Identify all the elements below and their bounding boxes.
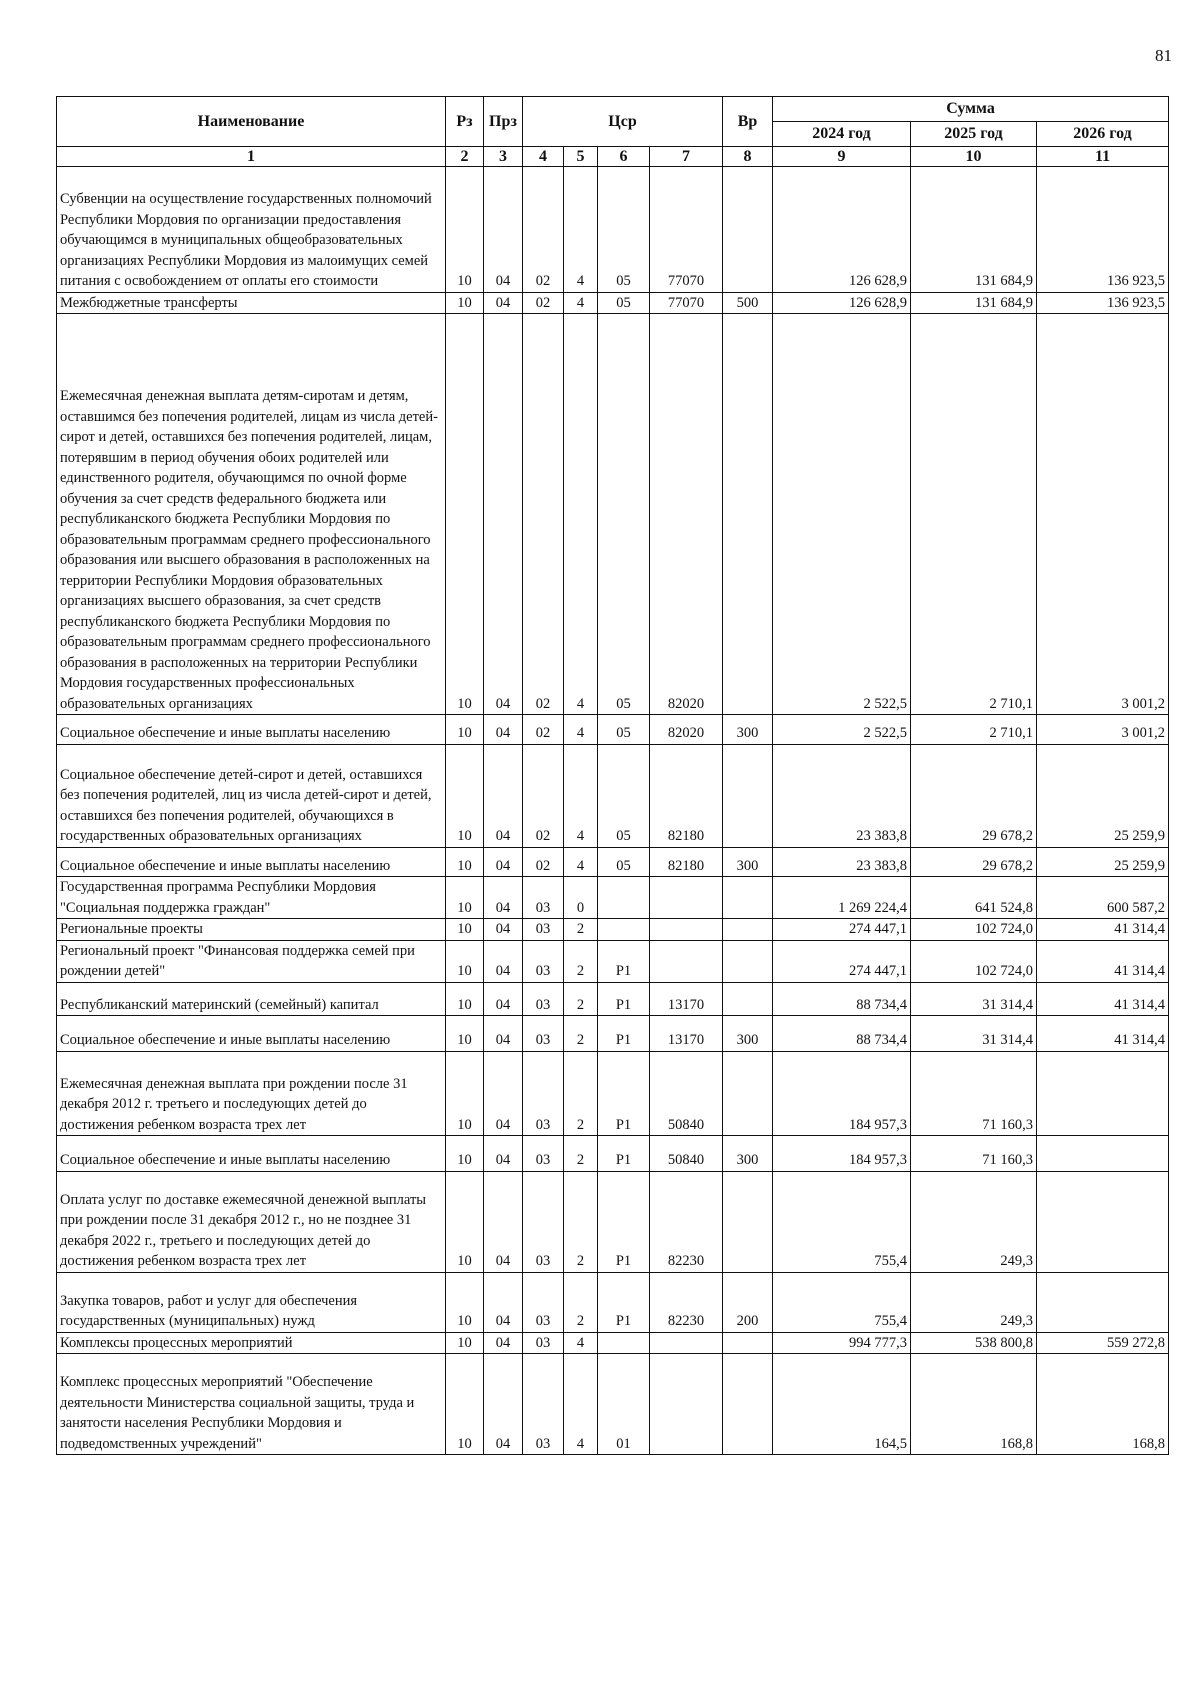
row-name: Закупка товаров, работ и услуг для обеспечения государственных (муниципальных) нужд	[57, 1272, 446, 1332]
row-csr-part1: 03	[523, 1016, 564, 1052]
table-row	[57, 982, 1169, 1016]
row-csr-part3: 05	[598, 292, 650, 314]
row-sum-2025: 2 710,1	[911, 314, 1037, 715]
header-year-2024: 2024 год	[773, 122, 911, 147]
row-prz: 04	[484, 1354, 523, 1455]
row-sum-2024: 755,4	[773, 1272, 911, 1332]
column-numbers-row	[57, 147, 1169, 167]
row-prz: 04	[484, 1136, 523, 1172]
row-rz: 10	[446, 1354, 484, 1455]
row-prz: 04	[484, 1051, 523, 1136]
row-name: Социальное обеспечение детей-сирот и детей, оставшихся без попечения родителей, лиц из числа детей-сирот и детей, оставшихся без попечения родителей, обучающихся в государственных образовательных организациях	[57, 744, 446, 847]
table-row	[57, 1136, 1169, 1172]
row-vr	[723, 314, 773, 715]
row-rz: 10	[446, 877, 484, 919]
budget-table	[56, 96, 1169, 1455]
row-csr-part2: 2	[564, 1171, 598, 1272]
row-rz: 10	[446, 1332, 484, 1354]
row-csr-part3	[598, 1332, 650, 1354]
table-row	[57, 1171, 1169, 1272]
row-csr-part3: Р1	[598, 1136, 650, 1172]
row-csr-code: 50840	[650, 1051, 723, 1136]
row-sum-2026: 136 923,5	[1037, 292, 1169, 314]
row-name: Республиканский материнский (семейный) капитал	[57, 982, 446, 1016]
table-row	[57, 1354, 1169, 1455]
page-number: 81	[1155, 46, 1172, 65]
row-csr-part2: 4	[564, 744, 598, 847]
row-rz: 10	[446, 1272, 484, 1332]
row-vr	[723, 940, 773, 982]
row-csr-part3: 01	[598, 1354, 650, 1455]
row-name: Оплата услуг по доставке ежемесячной денежной выплаты при рождении после 31 декабря 2012 г., но не позднее 31 декабря 2022 г., третьего и последующих детей до достижения ребенком возраста трех лет	[57, 1171, 446, 1272]
row-prz: 04	[484, 919, 523, 941]
row-sum-2024: 88 734,4	[773, 1016, 911, 1052]
row-sum-2026: 25 259,9	[1037, 847, 1169, 877]
row-csr-part1: 02	[523, 744, 564, 847]
table-row	[57, 167, 1169, 293]
row-csr-part1: 03	[523, 982, 564, 1016]
row-csr-code	[650, 919, 723, 941]
table-row	[57, 940, 1169, 982]
row-csr-part2: 4	[564, 167, 598, 293]
row-name: Государственная программа Республики Мордовия "Социальная поддержка граждан"	[57, 877, 446, 919]
column-number: 8	[723, 147, 773, 167]
row-sum-2024: 88 734,4	[773, 982, 911, 1016]
row-csr-part3: Р1	[598, 982, 650, 1016]
row-sum-2026	[1037, 1272, 1169, 1332]
row-csr-part2: 2	[564, 982, 598, 1016]
row-sum-2026: 559 272,8	[1037, 1332, 1169, 1354]
row-sum-2024: 755,4	[773, 1171, 911, 1272]
row-vr	[723, 1354, 773, 1455]
row-prz: 04	[484, 1272, 523, 1332]
header-prz: Прз	[484, 97, 523, 147]
row-csr-part2: 2	[564, 1051, 598, 1136]
row-csr-part1: 02	[523, 292, 564, 314]
header-vr: Вр	[723, 97, 773, 147]
row-vr	[723, 744, 773, 847]
row-sum-2026: 25 259,9	[1037, 744, 1169, 847]
row-name: Социальное обеспечение и иные выплаты населению	[57, 1016, 446, 1052]
row-sum-2025: 131 684,9	[911, 292, 1037, 314]
table-row	[57, 919, 1169, 941]
row-sum-2024: 2 522,5	[773, 314, 911, 715]
row-csr-part1: 03	[523, 877, 564, 919]
row-csr-part1: 02	[523, 715, 564, 745]
row-vr	[723, 982, 773, 1016]
row-csr-part3: Р1	[598, 1051, 650, 1136]
table-row	[57, 1051, 1169, 1136]
row-rz: 10	[446, 744, 484, 847]
row-name: Социальное обеспечение и иные выплаты населению	[57, 715, 446, 745]
row-vr: 300	[723, 1136, 773, 1172]
header-csr: Цср	[523, 97, 723, 147]
row-sum-2026: 168,8	[1037, 1354, 1169, 1455]
row-csr-part3: Р1	[598, 1171, 650, 1272]
row-prz: 04	[484, 1016, 523, 1052]
row-rz: 10	[446, 919, 484, 941]
row-name: Субвенции на осуществление государственных полномочий Республики Мордовия по организации предоставления обучающимся в муниципальных общеобразовательных организациях Республики Мордовия из малоимущих семей питания с освобождением от оплаты его стоимости	[57, 167, 446, 293]
row-csr-part3: 05	[598, 715, 650, 745]
table-row	[57, 1016, 1169, 1052]
header-sum: Сумма	[773, 97, 1169, 122]
header-rz: Рз	[446, 97, 484, 147]
row-sum-2025: 2 710,1	[911, 715, 1037, 745]
row-csr-code: 77070	[650, 167, 723, 293]
row-sum-2026: 3 001,2	[1037, 314, 1169, 715]
row-sum-2025: 102 724,0	[911, 919, 1037, 941]
row-sum-2024: 23 383,8	[773, 847, 911, 877]
row-name: Социальное обеспечение и иные выплаты населению	[57, 847, 446, 877]
column-number: 3	[484, 147, 523, 167]
row-vr	[723, 919, 773, 941]
row-name: Ежемесячная денежная выплата при рождении после 31 декабря 2012 г. третьего и последующих детей до достижения ребенком возраста трех лет	[57, 1051, 446, 1136]
row-sum-2025: 71 160,3	[911, 1051, 1037, 1136]
row-sum-2024: 994 777,3	[773, 1332, 911, 1354]
row-sum-2024: 1 269 224,4	[773, 877, 911, 919]
row-sum-2024: 2 522,5	[773, 715, 911, 745]
row-sum-2025: 168,8	[911, 1354, 1037, 1455]
column-number: 7	[650, 147, 723, 167]
row-sum-2026: 41 314,4	[1037, 1016, 1169, 1052]
column-number: 9	[773, 147, 911, 167]
row-vr: 300	[723, 715, 773, 745]
row-sum-2025: 102 724,0	[911, 940, 1037, 982]
row-prz: 04	[484, 167, 523, 293]
header-year-2025: 2025 год	[911, 122, 1037, 147]
row-csr-code: 13170	[650, 982, 723, 1016]
row-sum-2026	[1037, 1051, 1169, 1136]
row-csr-code: 82230	[650, 1272, 723, 1332]
row-prz: 04	[484, 847, 523, 877]
row-csr-code	[650, 940, 723, 982]
row-prz: 04	[484, 982, 523, 1016]
row-csr-part1: 03	[523, 1136, 564, 1172]
header-name: Наименование	[57, 97, 446, 147]
row-csr-part2: 4	[564, 1332, 598, 1354]
row-rz: 10	[446, 982, 484, 1016]
column-number: 11	[1037, 147, 1169, 167]
row-prz: 04	[484, 314, 523, 715]
row-sum-2026	[1037, 1171, 1169, 1272]
row-rz: 10	[446, 1016, 484, 1052]
row-csr-part3: 05	[598, 167, 650, 293]
row-name: Региональный проект "Финансовая поддержка семей при рождении детей"	[57, 940, 446, 982]
row-rz: 10	[446, 940, 484, 982]
row-sum-2024: 126 628,9	[773, 167, 911, 293]
row-csr-code	[650, 877, 723, 919]
row-sum-2025: 71 160,3	[911, 1136, 1037, 1172]
row-csr-part3: 05	[598, 314, 650, 715]
row-csr-code: 82180	[650, 847, 723, 877]
row-csr-part2: 4	[564, 1354, 598, 1455]
row-sum-2024: 184 957,3	[773, 1136, 911, 1172]
row-vr	[723, 1051, 773, 1136]
row-csr-part1: 02	[523, 167, 564, 293]
row-sum-2025: 538 800,8	[911, 1332, 1037, 1354]
row-prz: 04	[484, 1171, 523, 1272]
row-sum-2025: 31 314,4	[911, 982, 1037, 1016]
table-row	[57, 715, 1169, 745]
row-csr-code: 13170	[650, 1016, 723, 1052]
row-prz: 04	[484, 715, 523, 745]
row-prz: 04	[484, 1332, 523, 1354]
row-sum-2025: 29 678,2	[911, 847, 1037, 877]
row-csr-part2: 0	[564, 877, 598, 919]
row-sum-2026: 41 314,4	[1037, 982, 1169, 1016]
row-csr-code: 82020	[650, 715, 723, 745]
table-row	[57, 847, 1169, 877]
header-year-2026: 2026 год	[1037, 122, 1169, 147]
row-sum-2024: 23 383,8	[773, 744, 911, 847]
table-row	[57, 1332, 1169, 1354]
row-rz: 10	[446, 292, 484, 314]
row-name: Комплекс процессных мероприятий "Обеспечение деятельности Министерства социальной защиты, труда и занятости населения Республики Мордовия и подведомственных учреждений"	[57, 1354, 446, 1455]
row-name: Социальное обеспечение и иные выплаты населению	[57, 1136, 446, 1172]
table-row	[57, 292, 1169, 314]
row-sum-2024: 184 957,3	[773, 1051, 911, 1136]
row-csr-part3: 05	[598, 744, 650, 847]
row-rz: 10	[446, 715, 484, 745]
row-name: Комплексы процессных мероприятий	[57, 1332, 446, 1354]
row-sum-2025: 249,3	[911, 1272, 1037, 1332]
row-sum-2025: 641 524,8	[911, 877, 1037, 919]
row-vr: 200	[723, 1272, 773, 1332]
row-name: Региональные проекты	[57, 919, 446, 941]
column-number: 6	[598, 147, 650, 167]
row-csr-part3: Р1	[598, 1272, 650, 1332]
row-vr: 500	[723, 292, 773, 314]
row-csr-code	[650, 1354, 723, 1455]
row-csr-part3: Р1	[598, 1016, 650, 1052]
row-csr-code: 82020	[650, 314, 723, 715]
row-csr-part1: 03	[523, 1171, 564, 1272]
row-sum-2024: 274 447,1	[773, 940, 911, 982]
row-csr-code: 82230	[650, 1171, 723, 1272]
row-vr: 300	[723, 1016, 773, 1052]
row-csr-part1: 03	[523, 1332, 564, 1354]
row-rz: 10	[446, 1136, 484, 1172]
row-sum-2025: 249,3	[911, 1171, 1037, 1272]
row-csr-part3: 05	[598, 847, 650, 877]
row-vr	[723, 877, 773, 919]
column-number: 10	[911, 147, 1037, 167]
row-rz: 10	[446, 1051, 484, 1136]
row-csr-code: 77070	[650, 292, 723, 314]
row-csr-part2: 4	[564, 715, 598, 745]
row-csr-code: 50840	[650, 1136, 723, 1172]
row-prz: 04	[484, 940, 523, 982]
row-sum-2024: 126 628,9	[773, 292, 911, 314]
row-csr-part1: 03	[523, 919, 564, 941]
row-csr-part2: 2	[564, 1136, 598, 1172]
row-rz: 10	[446, 314, 484, 715]
row-rz: 10	[446, 167, 484, 293]
table-row	[57, 877, 1169, 919]
table-row	[57, 1272, 1169, 1332]
row-csr-part2: 4	[564, 847, 598, 877]
row-csr-part3: Р1	[598, 940, 650, 982]
table-body	[57, 167, 1169, 1455]
row-rz: 10	[446, 847, 484, 877]
row-csr-part1: 03	[523, 1051, 564, 1136]
row-csr-part1: 02	[523, 314, 564, 715]
row-sum-2026: 136 923,5	[1037, 167, 1169, 293]
row-csr-part2: 2	[564, 919, 598, 941]
row-sum-2025: 31 314,4	[911, 1016, 1037, 1052]
row-rz: 10	[446, 1171, 484, 1272]
row-name: Межбюджетные трансферты	[57, 292, 446, 314]
row-sum-2024: 274 447,1	[773, 919, 911, 941]
row-sum-2026: 600 587,2	[1037, 877, 1169, 919]
row-prz: 04	[484, 877, 523, 919]
row-vr	[723, 1332, 773, 1354]
row-vr	[723, 167, 773, 293]
row-name: Ежемесячная денежная выплата детям-сиротам и детям, оставшимся без попечения родителей, лицам из числа детей-сирот и детей, оставшихся без попечения родителей, лицам, потерявшим в период обучения обоих родителей или единственного родителя, обучающимся по очной форме обучения за счет средств федерального бюджета или республиканского бюджета Республики Мордовия по образовательным программам среднего профессионального образования или высшего образования в расположенных на территории Республики Мордовия образовательных организациях высшего образования, за счет средств республиканского бюджета Республики Мордовия по образовательным программам среднего профессионального образования в расположенных на территории Республики Мордовия государственных профессиональных образовательных организациях	[57, 314, 446, 715]
row-vr: 300	[723, 847, 773, 877]
row-sum-2025: 29 678,2	[911, 744, 1037, 847]
column-number: 2	[446, 147, 484, 167]
row-csr-part2: 4	[564, 292, 598, 314]
row-sum-2025: 131 684,9	[911, 167, 1037, 293]
row-sum-2026: 41 314,4	[1037, 940, 1169, 982]
row-vr	[723, 1171, 773, 1272]
table-row	[57, 744, 1169, 847]
row-sum-2026	[1037, 1136, 1169, 1172]
row-prz: 04	[484, 292, 523, 314]
row-csr-part1: 03	[523, 1272, 564, 1332]
column-number: 5	[564, 147, 598, 167]
row-csr-code: 82180	[650, 744, 723, 847]
row-csr-part2: 2	[564, 940, 598, 982]
row-sum-2026: 41 314,4	[1037, 919, 1169, 941]
row-csr-part1: 03	[523, 1354, 564, 1455]
row-csr-part2: 2	[564, 1016, 598, 1052]
row-csr-code	[650, 1332, 723, 1354]
row-csr-part3	[598, 919, 650, 941]
row-csr-part3	[598, 877, 650, 919]
row-sum-2026: 3 001,2	[1037, 715, 1169, 745]
column-number: 1	[57, 147, 446, 167]
table-row	[57, 314, 1169, 715]
row-csr-part1: 03	[523, 940, 564, 982]
row-csr-part1: 02	[523, 847, 564, 877]
row-sum-2024: 164,5	[773, 1354, 911, 1455]
row-csr-part2: 4	[564, 314, 598, 715]
row-prz: 04	[484, 744, 523, 847]
column-number: 4	[523, 147, 564, 167]
row-csr-part2: 2	[564, 1272, 598, 1332]
